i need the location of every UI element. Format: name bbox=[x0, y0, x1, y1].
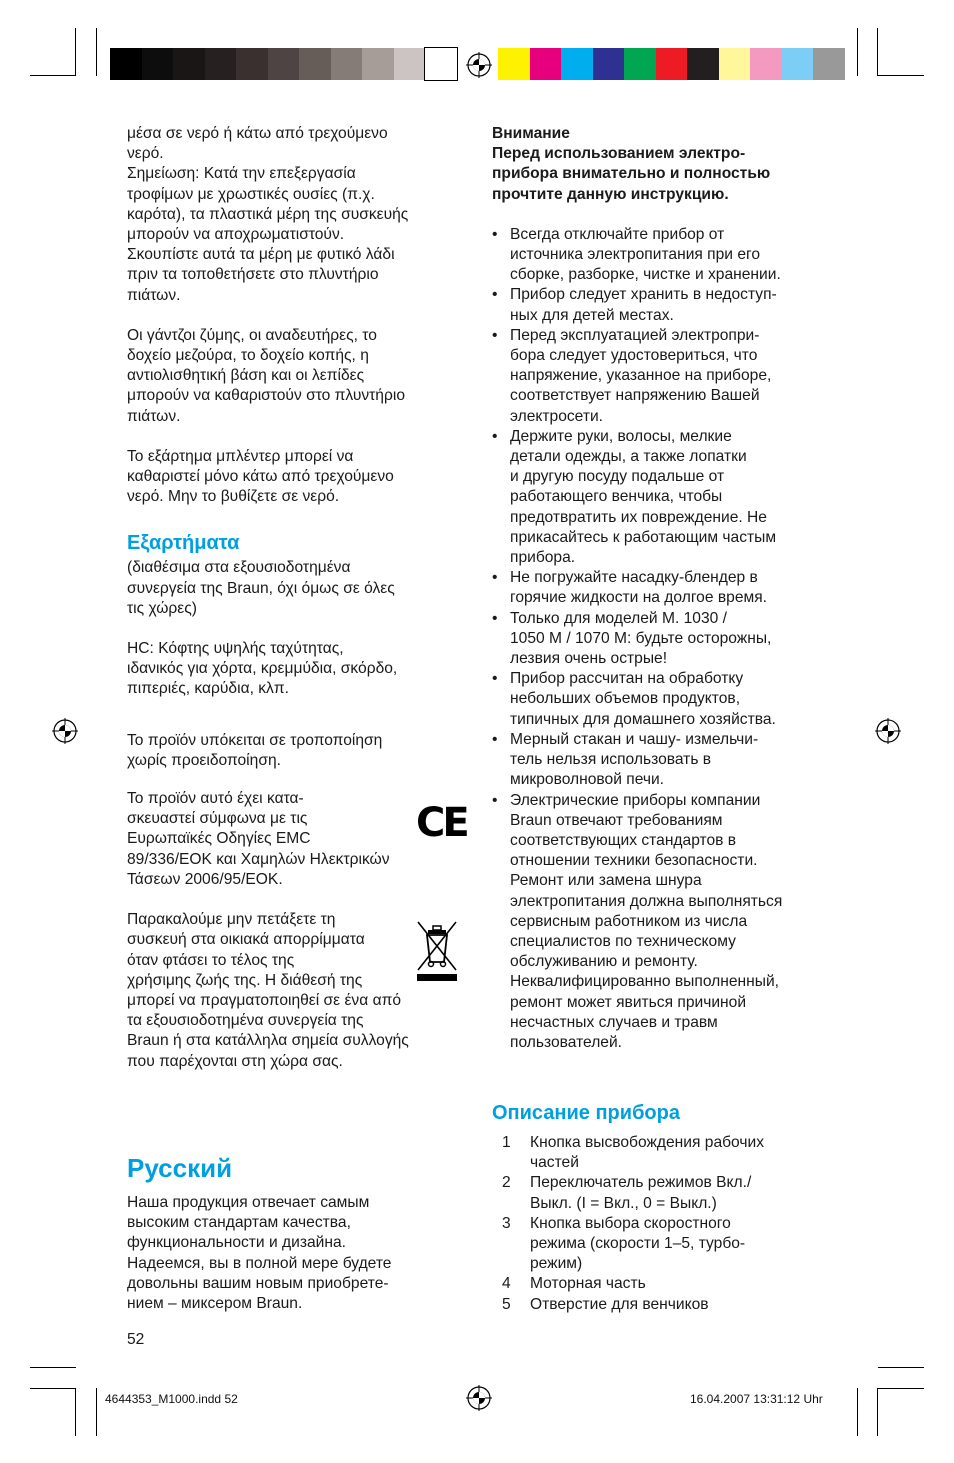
warning-title: Внимание bbox=[492, 125, 570, 142]
crop-mark bbox=[30, 1388, 76, 1389]
text-line: работающего венчика, чтобы bbox=[510, 488, 723, 506]
text-line: Моторная часть bbox=[530, 1275, 646, 1293]
safety-bullet-item bbox=[492, 730, 837, 791]
description-item bbox=[492, 1295, 837, 1315]
text-line: ремонт может явиться причиной bbox=[510, 993, 747, 1011]
text-line: и другую посуду подальше от bbox=[510, 468, 725, 486]
text-line: предотвратить их повреждение. Не bbox=[510, 508, 767, 526]
text-line: Το προϊόν υπόκειται σε τροποποίηση bbox=[127, 731, 383, 749]
color-swatch bbox=[110, 48, 142, 80]
text-line: прикасайтесь к работающим частым bbox=[510, 528, 777, 546]
text-line: χωρίς προειδοποίηση. bbox=[127, 751, 281, 769]
text-line: Наша продукция отвечает самым bbox=[127, 1194, 370, 1211]
text-line: δοχείο μεζούρα, το δοχείο κοπής, η bbox=[127, 347, 369, 365]
color-swatch bbox=[362, 48, 394, 80]
text-line: HC: Κόφτης υψηλής ταχύτητας, bbox=[127, 640, 344, 658]
crossed-out-bin-icon bbox=[414, 918, 460, 984]
text-line: Τάσεων 2006/95/EOK. bbox=[127, 870, 283, 888]
text-line: режима (скорости 1–5, турбо- bbox=[530, 1235, 746, 1253]
text-line: прибора. bbox=[510, 549, 576, 567]
text-line: детали одежды, а также лопатки bbox=[510, 448, 747, 466]
text-line: микроволновой печи. bbox=[510, 771, 665, 789]
greek-cleaning-paragraph bbox=[127, 124, 467, 306]
text-line: 1050 M / 1070 M: будьте осторожны, bbox=[510, 629, 772, 647]
registration-mark-icon bbox=[466, 1385, 492, 1411]
text-line: Перед использованием электро- bbox=[492, 145, 746, 163]
text-line: электропитания должна выполняться bbox=[510, 892, 783, 910]
crop-mark bbox=[96, 28, 97, 76]
accessories-heading: Εξαρτήματα bbox=[127, 532, 240, 555]
text-line: функциональности и дизайна. bbox=[127, 1234, 346, 1252]
text-line: • Прибор следует хранить в недоступ- bbox=[510, 286, 777, 304]
safety-bullet-item bbox=[492, 225, 837, 286]
text-line: сборке, разборке, чистке и хранении. bbox=[510, 266, 781, 284]
text-line: • Прибор рассчитан на обработку bbox=[510, 670, 744, 688]
text-line: соответствующих стандартов в bbox=[510, 831, 737, 849]
text-line: ных для детей местах. bbox=[510, 306, 674, 324]
text-line: нием – миксером Braun. bbox=[127, 1295, 303, 1313]
safety-bullet-item bbox=[492, 791, 837, 1054]
text-line: сервисным работником из числа bbox=[510, 912, 748, 930]
text-line: довольны вашим новым приобрете- bbox=[127, 1274, 389, 1292]
text-line: • Держите руки, волосы, мелкие bbox=[510, 427, 732, 445]
safety-bullet-item bbox=[492, 568, 837, 608]
page-number: 52 bbox=[127, 1331, 145, 1348]
description-section bbox=[492, 1133, 837, 1315]
text-line: μέσα σε νερό ή κάτω από τρεχούμενο bbox=[127, 125, 388, 142]
greek-blender-paragraph bbox=[127, 447, 467, 508]
crop-mark bbox=[75, 28, 76, 76]
color-swatch bbox=[782, 48, 814, 80]
description-item bbox=[492, 1274, 837, 1294]
color-swatch bbox=[750, 48, 782, 80]
text-line: • Перед эксплуатацией электропри- bbox=[510, 326, 760, 344]
text-line: μπορούν να καθαριστούν στο πλυντήριο bbox=[127, 387, 405, 405]
text-line: • Мерный стакан и чашу- измельчи- bbox=[510, 730, 759, 748]
text-line: 89/336/EOK και Χαμηλών Ηλεκτρικών bbox=[127, 850, 390, 868]
crop-mark bbox=[96, 1388, 97, 1436]
text-line: соответствует напряжению Вашей bbox=[510, 387, 760, 405]
color-swatch bbox=[268, 48, 300, 80]
text-line: Ευρωπαϊκές Οδηγίες EMC bbox=[127, 830, 311, 848]
text-line: Braun ή στα κατάλληλα σημεία συλλογής bbox=[127, 1032, 409, 1050]
text-line: • Всегда отключайте прибор от bbox=[510, 225, 725, 243]
text-line: Το προϊόν αυτό έχει κατα- bbox=[127, 790, 304, 808]
color-swatch bbox=[236, 48, 268, 80]
color-swatch bbox=[530, 48, 562, 80]
footer-timestamp: 16.04.2007 13:31:12 Uhr bbox=[690, 1392, 823, 1406]
text-line: αντιολισθητική βάση και οι λεπίδες bbox=[127, 367, 365, 385]
text-line: напряжение, указанное на приборе, bbox=[510, 367, 772, 385]
color-swatch bbox=[142, 48, 174, 80]
text-line: τροφίμων με χρωστικές ουσίες (π.χ. bbox=[127, 185, 375, 203]
text-line: πιπεριές, καρύδια, κλπ. bbox=[127, 680, 289, 698]
description-item bbox=[492, 1173, 837, 1213]
safety-bullet-item bbox=[492, 669, 837, 730]
text-line: • Только для моделей M. 1030 / bbox=[510, 609, 727, 627]
text-line: электросети. bbox=[510, 407, 604, 425]
color-swatch bbox=[687, 48, 719, 80]
text-line: καθαριστεί μόνο κάτω από τρεχούμενο bbox=[127, 468, 394, 486]
modification-notice bbox=[127, 731, 467, 771]
text-line: Переключатель режимов Вкл./ bbox=[530, 1174, 752, 1192]
safety-bullet-item bbox=[492, 609, 837, 670]
text-line: небольших объемов продуктов, bbox=[510, 690, 741, 708]
text-line: • Электрические приборы компании bbox=[510, 791, 761, 809]
color-swatch bbox=[813, 48, 845, 80]
text-line: лезвия очень острые! bbox=[510, 650, 668, 668]
text-line: ιδανικός για χόρτα, κρεμμύδια, σκόρδο, bbox=[127, 660, 398, 678]
footer-file-info: 4644353_M1000.indd 52 bbox=[105, 1392, 238, 1406]
russian-section-heading: Русский bbox=[127, 1153, 233, 1183]
text-line: μπορούν να αποχρωματιστούν. bbox=[127, 226, 345, 244]
text-line: специалистов по техническому bbox=[510, 932, 736, 950]
color-swatch bbox=[173, 48, 205, 80]
text-line: несчастных случаев и травм bbox=[510, 1013, 718, 1031]
text-line: Неквалифицированно выполненный, bbox=[510, 973, 780, 991]
text-line: νερό. Μην το βυθίζετε σε νερό. bbox=[127, 488, 340, 506]
text-line: που παρέχονται στη χώρα σας. bbox=[127, 1052, 343, 1070]
text-line: σκευαστεί σύμφωνα με τις bbox=[127, 810, 308, 828]
color-swatch bbox=[205, 48, 237, 80]
crop-mark bbox=[878, 1367, 924, 1368]
text-line: Кнопка выбора скоростного bbox=[530, 1214, 731, 1232]
text-line: источника электропитания при его bbox=[510, 246, 761, 264]
text-line: (διαθέσιμα στα εξουσιοδοτημένα bbox=[127, 559, 351, 577]
text-line: типичных для домашнего хозяйства. bbox=[510, 710, 776, 728]
text-line: Σκουπίστε αυτά τα μέρη με φυτικό λάδι bbox=[127, 246, 395, 264]
text-line: Το εξάρτημα μπλέντερ μπορεί να bbox=[127, 447, 354, 465]
text-line: Σημείωση: Κατά την επεξεργασία bbox=[127, 165, 356, 183]
text-line: τις χώρες) bbox=[127, 599, 197, 617]
text-line: πριν τα τοποθετήσετε στο πλυντήριο bbox=[127, 266, 379, 284]
item-number: 4 bbox=[502, 1275, 511, 1293]
safety-bullet-list bbox=[492, 225, 837, 1053]
text-line: συνεργεία της Braun, όχι όμως σε όλες bbox=[127, 579, 395, 597]
accessories-availability bbox=[127, 558, 467, 619]
text-line: Отверстие для венчиков bbox=[530, 1295, 709, 1313]
description-list bbox=[492, 1133, 837, 1315]
color-swatch bbox=[425, 48, 457, 80]
crop-mark bbox=[878, 1388, 924, 1389]
text-line: πιάτων. bbox=[127, 286, 181, 304]
item-number: 5 bbox=[502, 1295, 511, 1313]
safety-bullet-item bbox=[492, 285, 837, 325]
crop-mark bbox=[30, 1367, 76, 1368]
text-line: Надеемся, вы в полной мере будете bbox=[127, 1254, 392, 1272]
text-line: Παρακαλούμε μην πετάξετε τη bbox=[127, 911, 336, 929]
color-swatch bbox=[299, 48, 331, 80]
text-line: Braun отвечают требованиям bbox=[510, 811, 723, 829]
text-line: • Не погружайте насадку-блендер в bbox=[510, 569, 758, 587]
crop-mark bbox=[30, 75, 76, 76]
text-line: νερό. bbox=[127, 145, 164, 163]
crop-mark bbox=[857, 1388, 858, 1436]
ce-mark-icon: CE bbox=[416, 800, 467, 846]
text-line: Ремонт или замена шнура bbox=[510, 872, 702, 890]
color-swatch bbox=[719, 48, 751, 80]
registration-mark-icon bbox=[52, 718, 78, 744]
text-line: τα εξουσιοδοτημένα συνεργεία της bbox=[127, 1012, 364, 1030]
color-swatch bbox=[593, 48, 625, 80]
item-number: 3 bbox=[502, 1214, 511, 1232]
color-swatch bbox=[624, 48, 656, 80]
item-number: 2 bbox=[502, 1174, 511, 1192]
color-swatch bbox=[394, 48, 426, 80]
registration-mark-icon bbox=[875, 718, 901, 744]
text-line: συσκευή στα οικιακά απορρίμματα bbox=[127, 931, 365, 949]
crop-mark bbox=[877, 1388, 878, 1436]
text-line: прибора внимательно и полностью bbox=[492, 165, 771, 183]
text-line: χρήσιμης ζωής της. Η διάθεσή της bbox=[127, 971, 363, 989]
safety-bullet-item bbox=[492, 326, 837, 427]
registration-mark-icon bbox=[466, 52, 492, 78]
crop-mark bbox=[878, 75, 924, 76]
text-line: прочтите данную инструкцию. bbox=[492, 185, 729, 203]
color-swatch bbox=[561, 48, 593, 80]
right-column bbox=[492, 124, 837, 1053]
text-line: горячие жидкости на долгое время. bbox=[510, 589, 767, 607]
safety-bullet-item bbox=[492, 427, 837, 568]
warning-instruction bbox=[492, 144, 837, 205]
text-line: όταν φτάσει το τέλος της bbox=[127, 951, 295, 969]
color-swatch bbox=[331, 48, 363, 80]
text-line: режим) bbox=[530, 1255, 583, 1273]
text-line: πιάτων. bbox=[127, 407, 181, 425]
text-line: пользователей. bbox=[510, 1033, 623, 1051]
greek-dishwasher-paragraph bbox=[127, 326, 467, 427]
description-item bbox=[492, 1214, 837, 1275]
item-number: 1 bbox=[502, 1134, 511, 1151]
text-line: отношении техники безопасности. bbox=[510, 852, 758, 870]
text-line: частей bbox=[530, 1154, 579, 1172]
text-line: высоким стандартам качества, bbox=[127, 1214, 351, 1232]
color-swatch bbox=[498, 48, 530, 80]
color-swatch bbox=[656, 48, 688, 80]
description-heading: Описание прибора bbox=[492, 1102, 680, 1124]
russian-intro-paragraph bbox=[127, 1193, 467, 1314]
text-line: Кнопка высвобождения рабочих bbox=[530, 1134, 765, 1151]
text-line: καρότα), τα πλαστικά μέρη της συσκευής bbox=[127, 205, 409, 223]
text-line: обслуживанию и ремонту. bbox=[510, 953, 698, 971]
crop-mark bbox=[857, 28, 858, 76]
text-line: бора следует удостовериться, что bbox=[510, 347, 758, 365]
text-line: тель нельзя использовать в bbox=[510, 751, 712, 769]
text-line: μπορεί να πραγματοποιηθεί σε ένα από bbox=[127, 991, 402, 1009]
text-line: Οι γάντζοι ζύμης, οι αναδευτήρες, το bbox=[127, 326, 377, 344]
crop-mark bbox=[75, 1388, 76, 1436]
accessories-hc-chopper bbox=[127, 639, 467, 700]
crop-mark bbox=[877, 28, 878, 76]
description-item bbox=[492, 1133, 837, 1173]
text-line: Выкл. (I = Вкл., 0 = Выкл.) bbox=[530, 1194, 717, 1212]
